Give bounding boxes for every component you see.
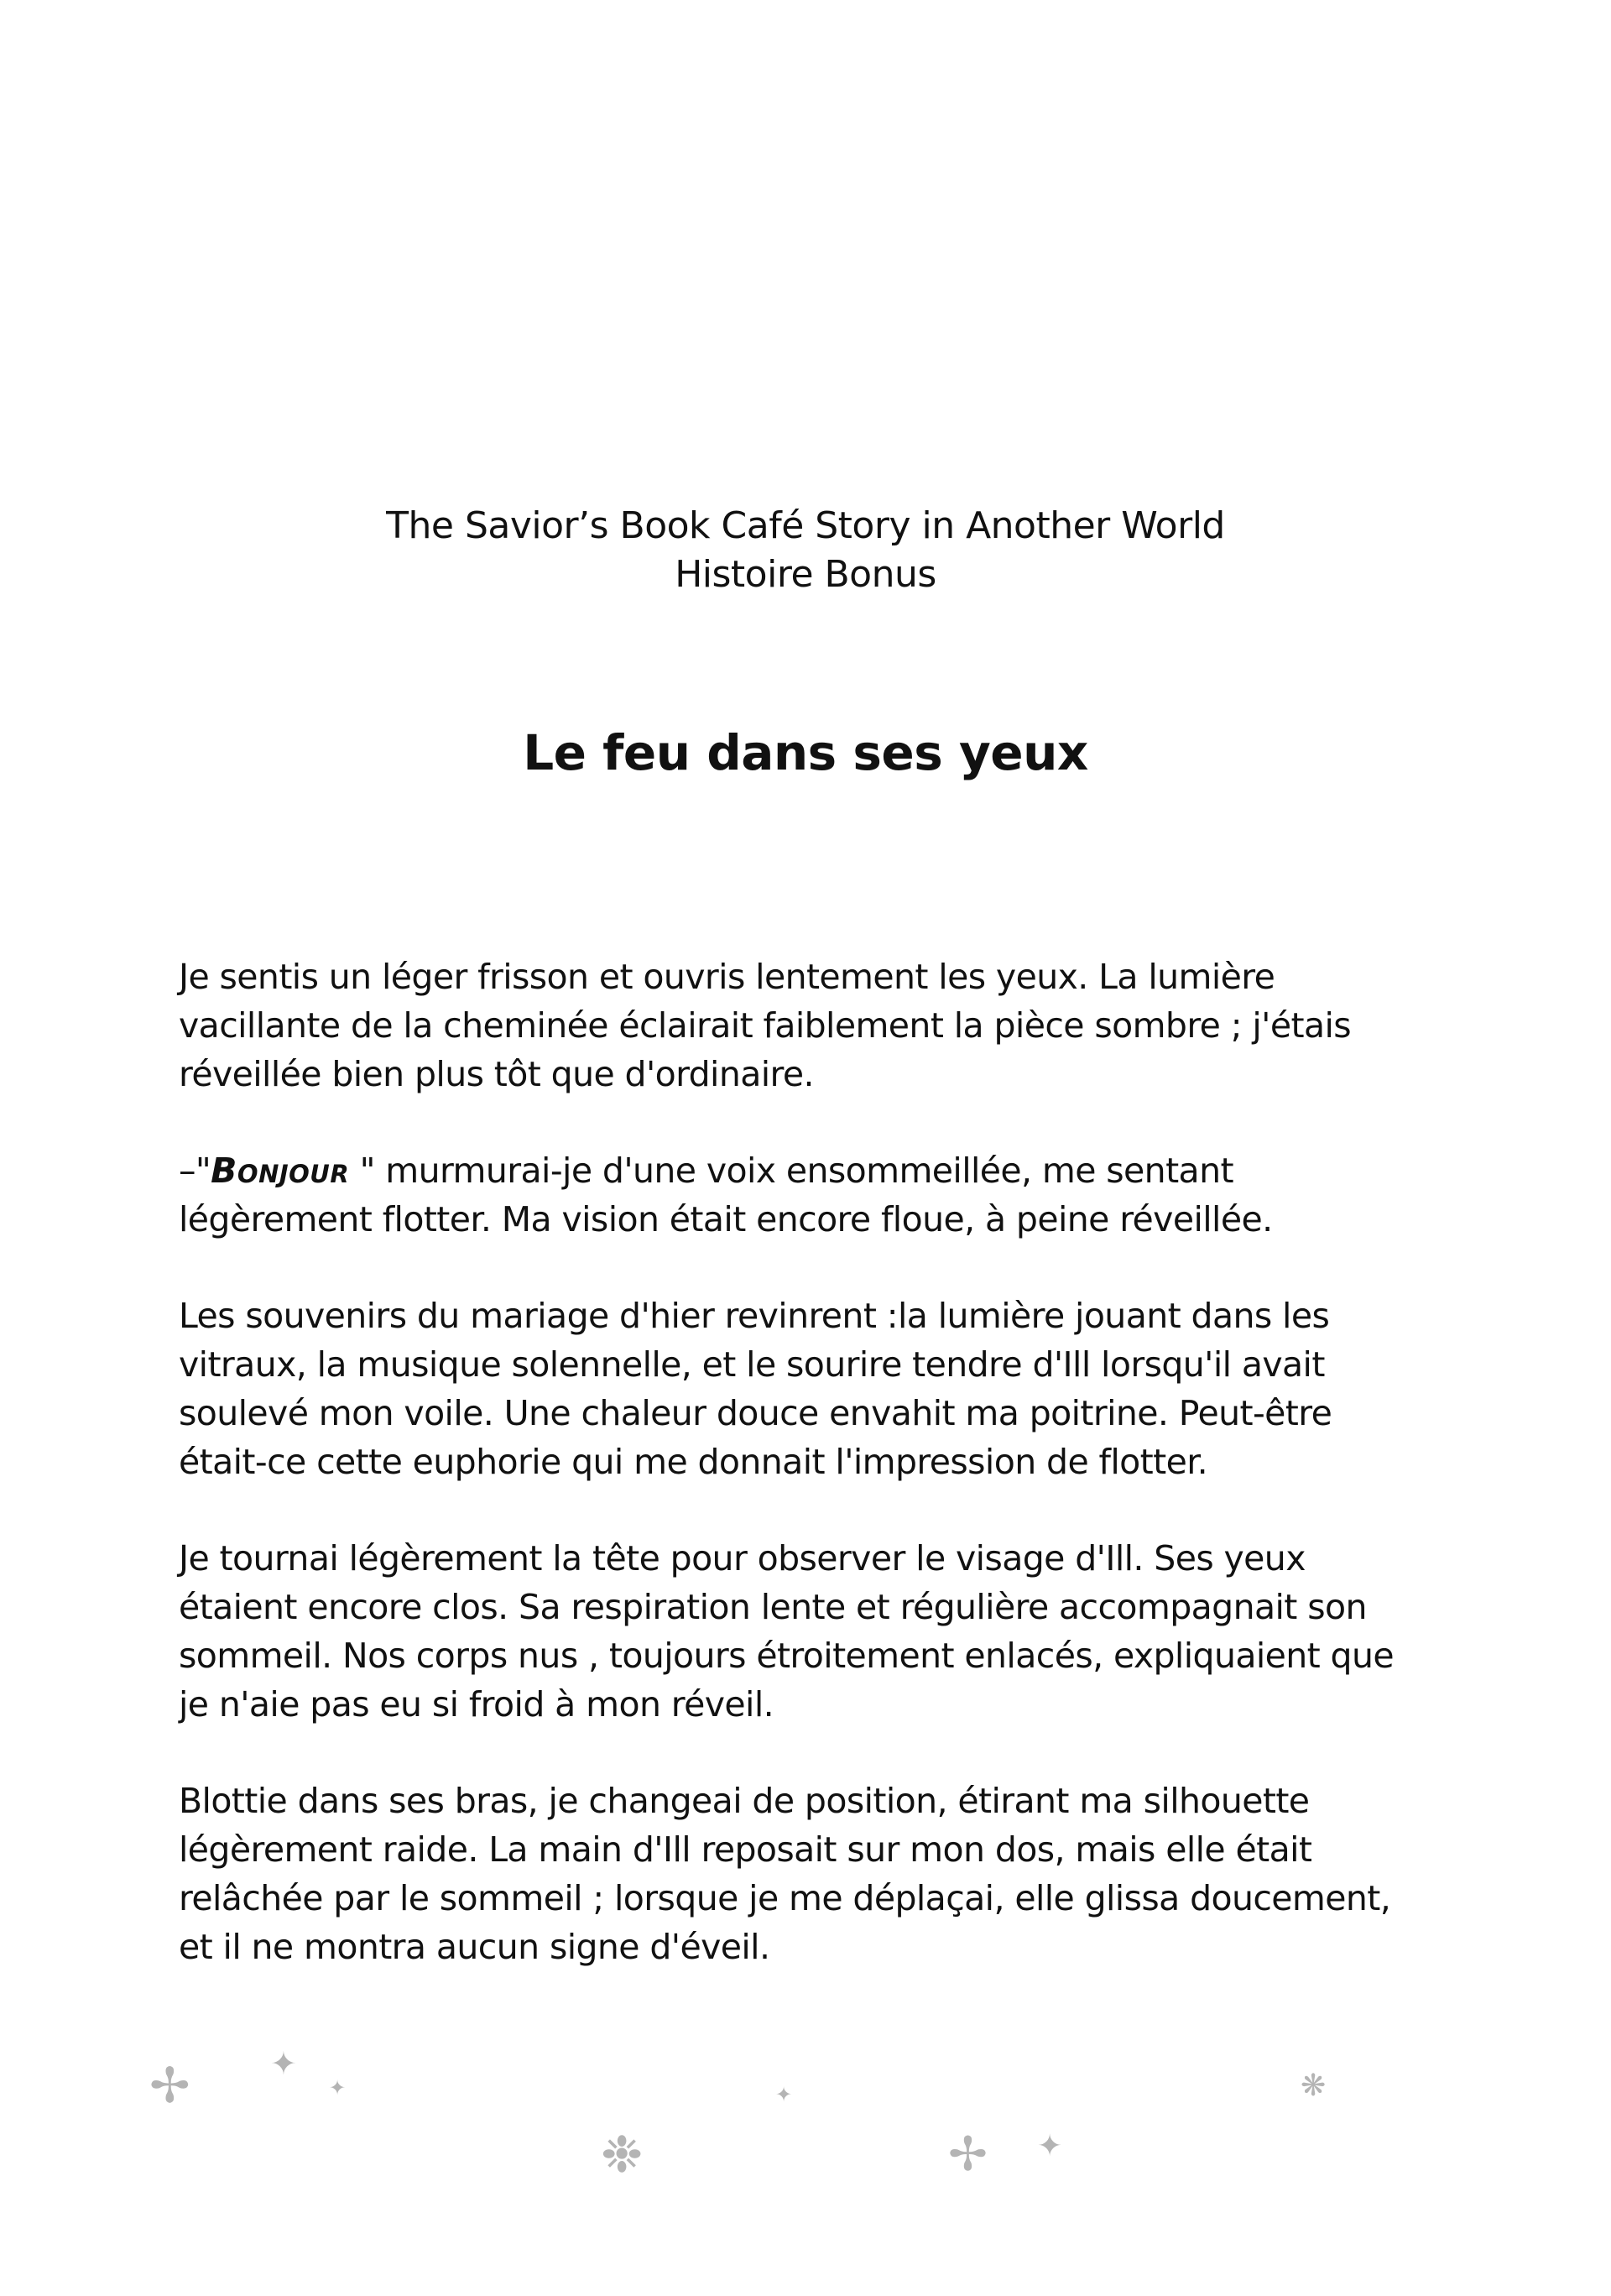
text-line: et il ne montra aucun signe d'éveil.	[179, 1927, 770, 1967]
series-title: The Savior’s Book Café Story in Another World	[386, 504, 1225, 547]
text-line: je n'aie pas eu si froid à mon réveil.	[179, 1684, 774, 1725]
chapter-title: Le feu dans ses yeux	[523, 724, 1088, 781]
sparkle-cross-icon: ✢	[149, 2057, 190, 2114]
sparkle-star-icon: ✦	[270, 2045, 297, 2082]
text-line: était-ce cette euphorie qui me donnait l'impression de flotter.	[179, 1442, 1208, 1482]
text-line: sommeil. Nos corps nus , toujours étroitement enlacés, expliquaient que	[179, 1636, 1394, 1676]
greeting-word: Bonjour	[211, 1151, 350, 1191]
text-line: étaient encore clos. Sa respiration lente et régulière accompagnait son	[179, 1587, 1367, 1627]
bonus-subtitle: Histoire Bonus	[675, 553, 936, 596]
paragraph	[179, 1146, 1488, 1244]
snowflake-icon: ❉	[601, 2126, 644, 2184]
asterisk-flower-icon: ❋	[1301, 2069, 1327, 2103]
paragraph	[179, 1534, 1488, 1729]
text-line: Je tournai légèrement la tête pour observer le visage d'Ill. Ses yeux	[179, 1538, 1306, 1578]
text-line: légèrement flotter. Ma vision était encore floue, à peine réveillée.	[179, 1199, 1273, 1239]
text-line: Les souvenirs du mariage d'hier revinrent :la lumière jouant dans les	[179, 1296, 1330, 1336]
story-body	[179, 952, 1488, 2019]
paragraph	[179, 1292, 1488, 1486]
sparkle-cross-icon: ✢	[948, 2127, 988, 2182]
text-line: vitraux, la musique solennelle, et le sourire tendre d'Ill lorsqu'il avait	[179, 1344, 1325, 1385]
sparkle-star-small-icon: ✦	[775, 2083, 793, 2106]
dialogue-dash: –"	[179, 1151, 211, 1191]
sparkle-star-icon: ✦	[1037, 2129, 1063, 2163]
text-line: relâchée par le sommeil ; lorsque je me déplaçai, elle glissa doucement,	[179, 1878, 1391, 1918]
sparkle-star-small-icon: ✦	[329, 2076, 347, 2100]
text-line: légèrement raide. La main d'Ill reposait sur mon dos, mais elle était	[179, 1829, 1312, 1870]
paragraph	[179, 1777, 1488, 1971]
dialogue-rest: " murmurai-je d'une voix ensommeillée, me sentant	[349, 1151, 1233, 1191]
paragraph	[179, 952, 1488, 1098]
book-header	[0, 502, 1611, 599]
text-line: soulevé mon voile. Une chaleur douce envahit ma poitrine. Peut-être	[179, 1393, 1332, 1433]
text-line: vacillante de la cheminée éclairait faiblement la pièce sombre ; j'étais	[179, 1005, 1352, 1046]
text-line: réveillée bien plus tôt que d'ordinaire.	[179, 1054, 814, 1094]
text-line	[179, 1146, 1488, 1195]
text-line: Je sentis un léger frisson et ouvris lentement les yeux. La lumière	[179, 957, 1275, 997]
text-line: Blottie dans ses bras, je changeai de position, étirant ma silhouette	[179, 1781, 1310, 1821]
